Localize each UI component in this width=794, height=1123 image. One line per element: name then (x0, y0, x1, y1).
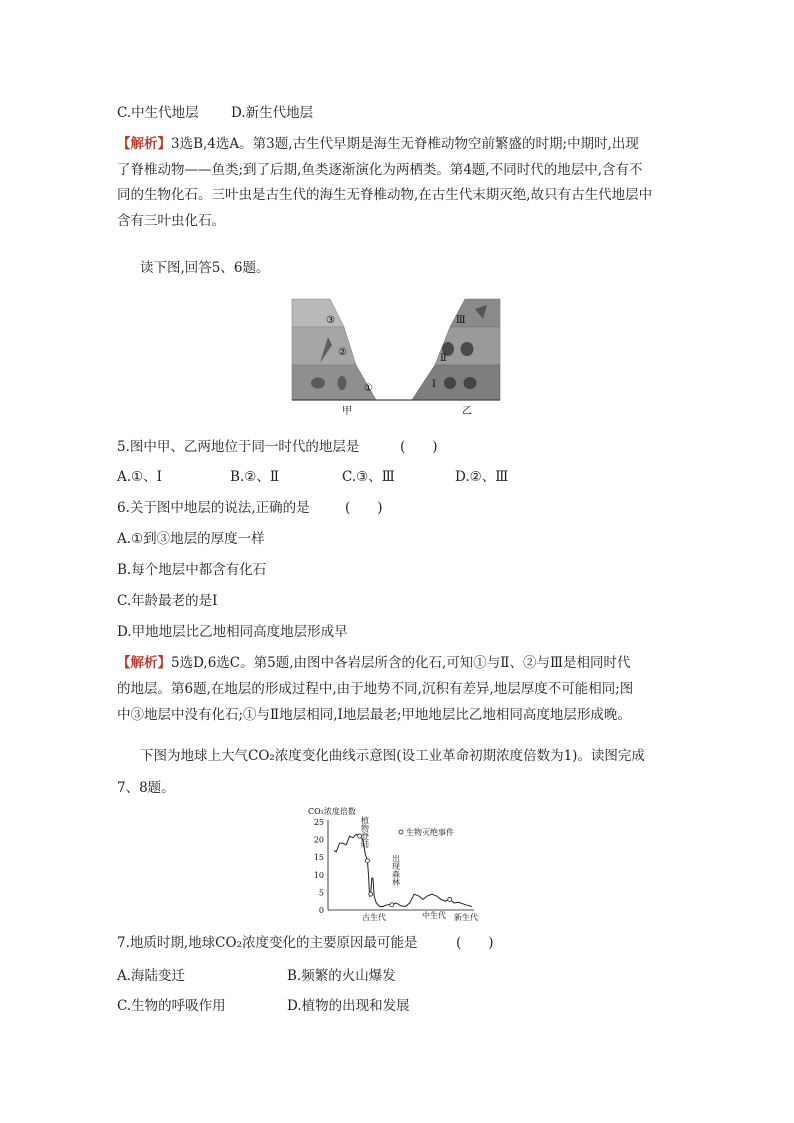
explanation-tag: 【解析】 (117, 655, 171, 671)
co2-series-line (334, 834, 472, 906)
q5-stem: 5.图中甲、乙两地位于同一时代的地层是 (117, 439, 360, 455)
explanation-1-line-4: 含有三叶虫化石。 (117, 213, 225, 229)
fossil-shell-icon (464, 377, 477, 389)
explanation-1-line-2: 了脊椎动物——鱼类;到了后期,鱼类逐渐演化为两栖类。第4题,不同时代的地层中,含有不 (117, 162, 643, 178)
y-tick-label: 0 (318, 906, 324, 915)
fossil-shell-icon (338, 376, 347, 390)
q6-option-c: C.年龄最老的是Ⅰ (117, 593, 218, 609)
annotation-forests: 出现森林 (391, 854, 401, 886)
extinction-events (358, 834, 452, 907)
q7-stem: 7.地质时期,地球CO₂浓度变化的主要原因最可能是 (117, 935, 418, 951)
left-site-label: 甲 (342, 406, 352, 417)
explanation-2-line-1: 【解析】5选D,6选C。第5题,由图中各岩层所含的化石,可知①与Ⅱ、②与Ⅲ是相同时代 (117, 655, 631, 671)
q5-blank: ( ) (400, 439, 438, 455)
explanation-2-line-2: 的地层。第6题,在地层的形成过程中,由于地势不同,沉积有差异,地层厚度不可能相同;图 (117, 681, 634, 697)
fossil-shell-icon (444, 377, 456, 389)
q7-option-d: D.植物的出现和发展 (287, 998, 410, 1014)
y-ticks (314, 818, 324, 915)
q5-option-b: B.②、Ⅱ (230, 469, 279, 485)
intro-q7-q8-line-2: 7、8题。 (117, 780, 175, 796)
explanation-1-line-3: 同的生物化石。三叶虫是古生代的海生无脊椎动物,在古生代末期灭绝,故只有古生代地层中 (117, 187, 653, 203)
q6-option-d: D.甲地地层比乙地相同高度地层形成早 (117, 624, 348, 640)
era-label-cenozoic: 新生代 (454, 913, 478, 922)
extinction-event-marker (448, 897, 452, 901)
q7-blank: ( ) (456, 935, 494, 951)
y-tick-label: 25 (313, 818, 324, 827)
era-label-paleozoic: 古生代 (362, 913, 386, 922)
era-label-mesozoic: 中生代 (422, 911, 446, 920)
q6-option-b: B.每个地层中都含有化石 (117, 562, 267, 578)
left-layer-label: ③ (326, 315, 335, 326)
legend-label: 生物灭绝事件 (406, 828, 454, 837)
q4-option-d: D.新生代地层 (231, 105, 314, 121)
right-layer-label: Ⅰ (432, 379, 436, 390)
intro-q7-q8-line-1: 下图为地球上大气CO₂浓度变化曲线示意图(设工业革命初期浓度倍数为1)。读图完成 (140, 748, 645, 764)
left-layer-2-shape (292, 327, 356, 365)
annotation-plants-land: 植物登陆 (360, 816, 370, 848)
co2-chart (306, 804, 496, 926)
q7-option-a: A.海陆变迁 (117, 968, 186, 984)
right-site-label: 乙 (462, 406, 472, 417)
right-layer-label: Ⅱ (440, 353, 447, 364)
y-tick-label: 10 (313, 870, 324, 880)
q6-blank: ( ) (345, 500, 383, 516)
extinction-event-marker (390, 903, 394, 907)
right-layer-label: Ⅲ (456, 315, 466, 326)
q5-option-a: A.①、Ⅰ (117, 469, 162, 485)
q4-option-c: C.中生代地层 (117, 105, 199, 121)
y-axis-label: CO₂浓度倍数 (308, 807, 356, 816)
legend-marker (399, 830, 403, 834)
q6-stem: 6.关于图中地层的说法,正确的是 (117, 500, 310, 516)
y-tick-label: 20 (313, 835, 324, 845)
extinction-event-marker (369, 892, 373, 896)
strata-figure (290, 297, 502, 417)
q7-option-c: C.生物的呼吸作用 (117, 998, 226, 1014)
q7-option-b: B.频繁的火山爆发 (287, 968, 396, 984)
fossil-shell-icon (311, 378, 325, 389)
q5-option-d: D.②、Ⅲ (455, 469, 509, 485)
left-layer-label: ② (338, 347, 347, 358)
intro-q5-q6: 读下图,回答5、6题。 (140, 260, 270, 276)
right-layer-1-shape (412, 365, 500, 400)
extinction-event-marker (365, 859, 369, 863)
explanation-2-line-3: 中③地层中没有化石;①与Ⅱ地层相同,Ⅰ地层最老;甲地地层比乙地相同高度地层形成晚。 (117, 707, 631, 723)
y-tick-label: 15 (313, 853, 324, 863)
q6-option-a: A.①到③地层的厚度一样 (117, 531, 265, 547)
fossil-shell-icon (461, 342, 474, 356)
q5-option-c: C.③、Ⅲ (342, 469, 395, 485)
y-tick-label: 5 (318, 888, 324, 898)
explanation-1-line-1: 【解析】3选B,4选A。第3题,古生代早期是海生无脊椎动物空前繁盛的时期;中期时,出现 (117, 136, 639, 152)
explanation-tag: 【解析】 (117, 136, 171, 152)
left-layer-label: ① (364, 383, 373, 394)
left-layer-3-shape (292, 299, 344, 327)
